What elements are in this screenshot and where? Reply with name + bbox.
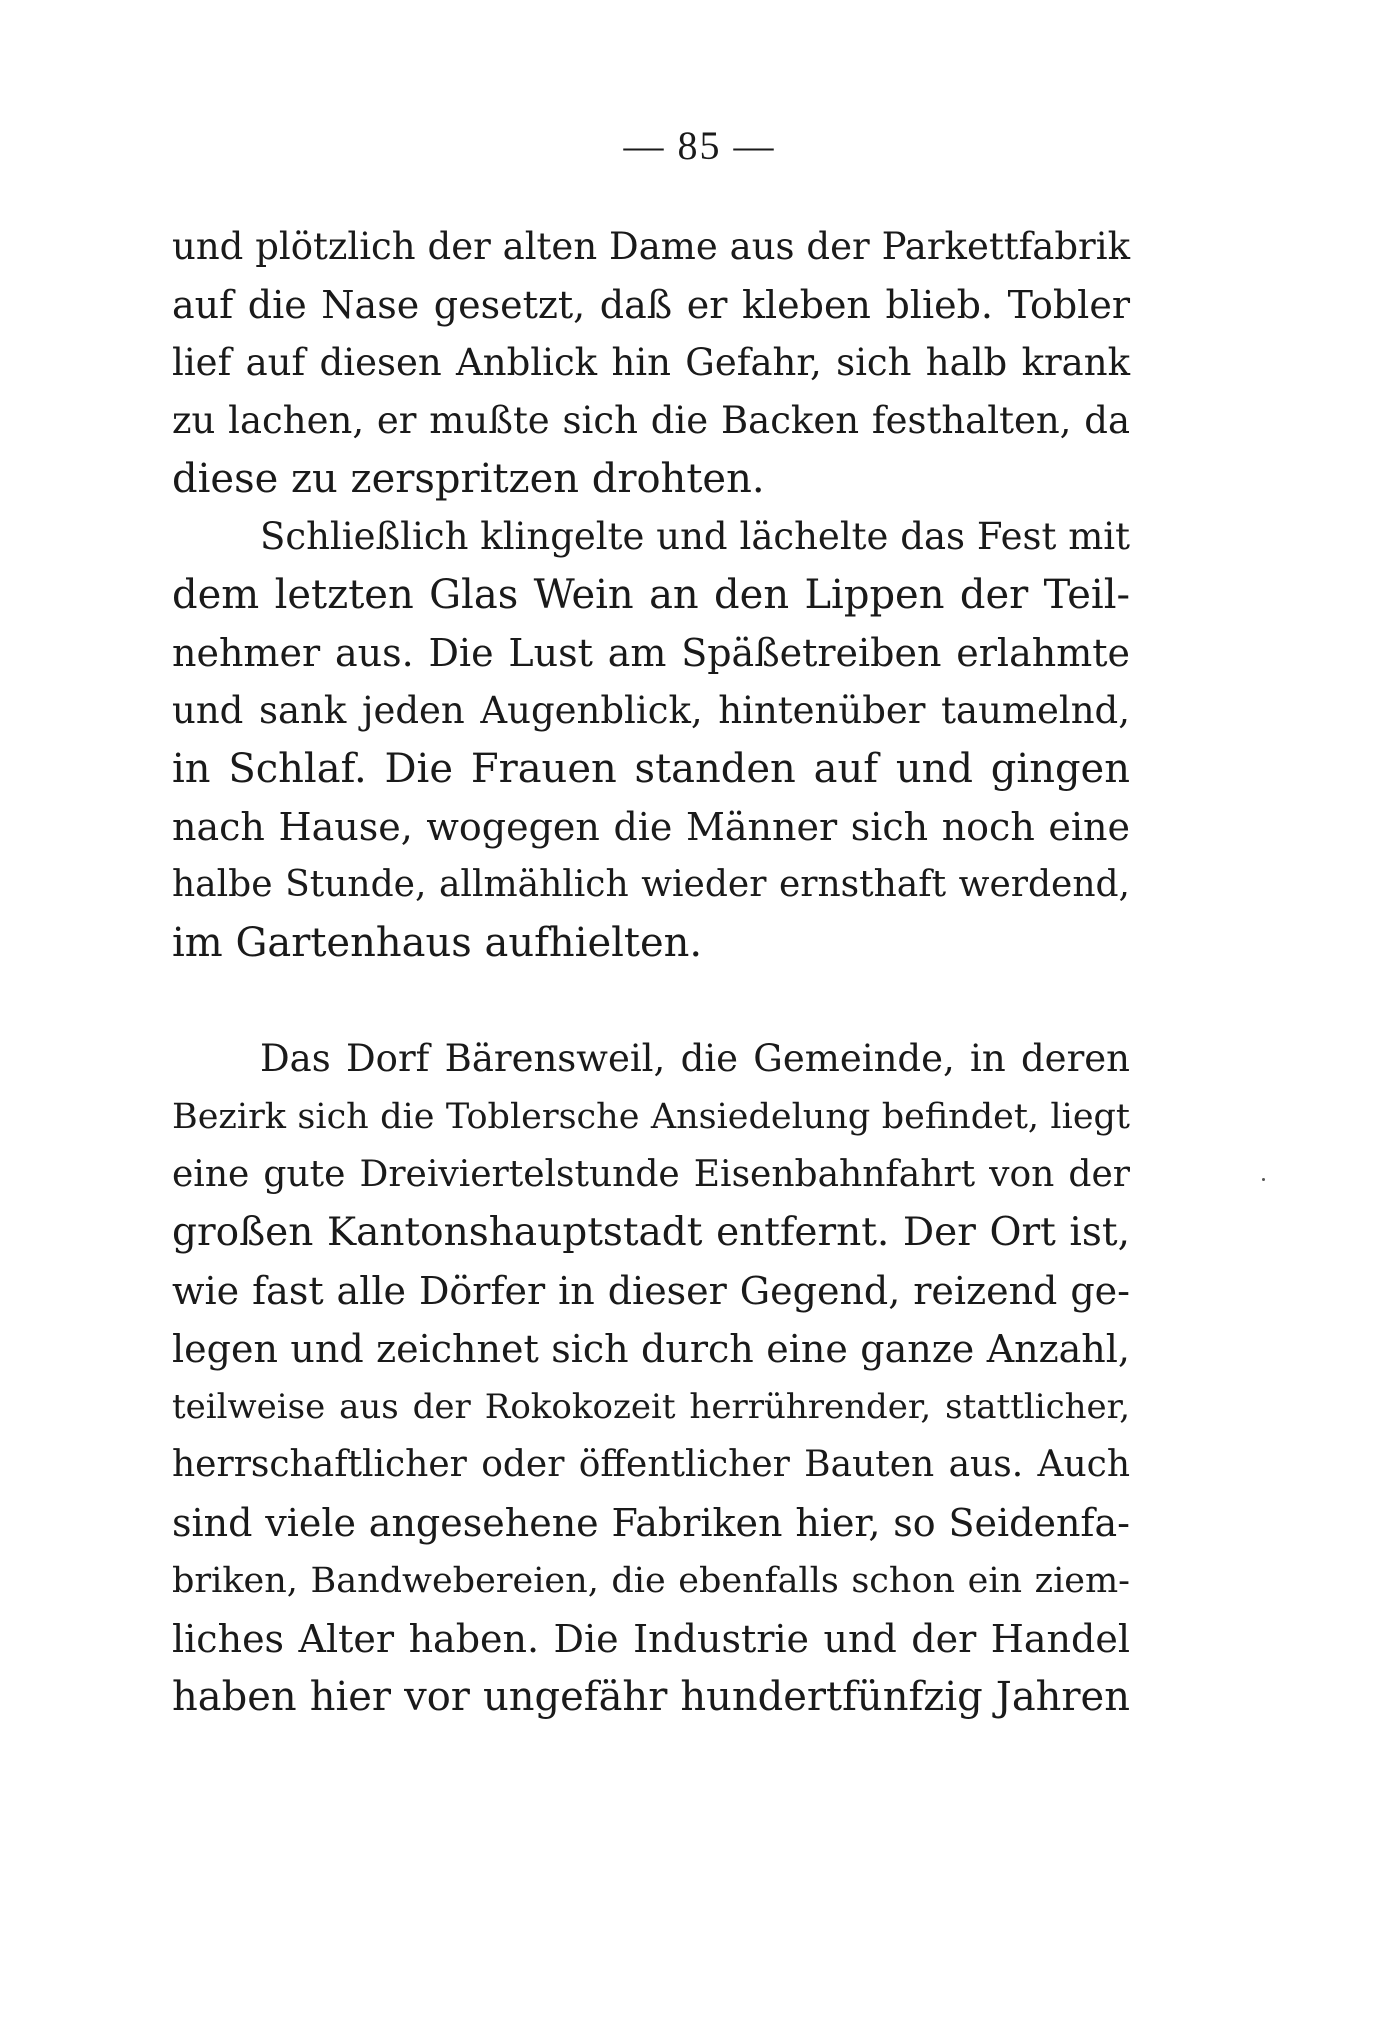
text-line: liches Alter haben. Die Industrie und der Handel — [172, 1617, 1130, 1661]
page-number: — 85 — — [623, 123, 776, 168]
text-line: halbe Stunde, allmählich wieder ernsthaft werdend, — [172, 864, 1130, 905]
text-line: nehmer aus. Die Lust am Späßetreiben erlahmte — [172, 631, 1130, 675]
text-line: sind viele angesehene Fabriken hier, so Seidenfa- — [172, 1501, 1130, 1545]
text-line: und sank jeden Augenblick, hintenüber taumelnd, — [172, 689, 1130, 732]
text-line: legen und zeichnet sich durch eine ganze Anzahl, — [172, 1327, 1130, 1371]
text-line: dem letzten Glas Wein an den Lippen der Teil- — [172, 572, 1130, 618]
text-line: teilweise aus der Rokokozeit herrührender, stattlicher, — [172, 1387, 1130, 1427]
text-line: wie fast alle Dörfer in dieser Gegend, reizend ge- — [172, 1269, 1130, 1313]
paragraph-1 — [172, 218, 1130, 508]
text-line: eine gute Dreiviertelstunde Eisenbahnfahrt von der — [172, 1154, 1130, 1195]
text-line: zu lachen, er mußte sich die Backen festhalten, da — [172, 399, 1130, 442]
text-line: diese zu zerspritzen drohten. — [172, 456, 765, 502]
paragraph-3 — [172, 1030, 1130, 1726]
text-line: auf die Nase gesetzt, daß er kleben blieb. Tobler — [172, 283, 1130, 327]
text-line: Schließlich klingelte und lächelte das Fest mit — [260, 515, 1130, 558]
text-line: lief auf diesen Anblick hin Gefahr, sich halb krank — [172, 341, 1130, 384]
text-line: großen Kantonshauptstadt entfernt. Der Ort ist, — [172, 1210, 1130, 1255]
text-line: briken, Bandwebereien, die ebenfalls schon ein ziem- — [172, 1561, 1130, 1601]
text-line: herrschaftlicher oder öffentlicher Bauten aus. Auch — [172, 1444, 1130, 1485]
text-line: Bezirk sich die Toblersche Ansiedelung befindet, liegt — [172, 1097, 1130, 1137]
paragraph-2 — [172, 508, 1130, 972]
text-line: im Gartenhaus aufhielten. — [172, 920, 703, 966]
text-line: haben hier vor ungefähr hundertfünfzig Jahren — [172, 1674, 1130, 1720]
text-line: nach Hause, wogegen die Männer sich noch eine — [172, 805, 1130, 849]
paper-speck — [1262, 1178, 1265, 1181]
text-line: und plötzlich der alten Dame aus der Parkettfabrik — [172, 225, 1130, 268]
text-line: Das Dorf Bärensweil, die Gemeinde, in deren — [260, 1037, 1130, 1080]
text-line: in Schlaf. Die Frauen standen auf und gingen — [172, 746, 1130, 792]
